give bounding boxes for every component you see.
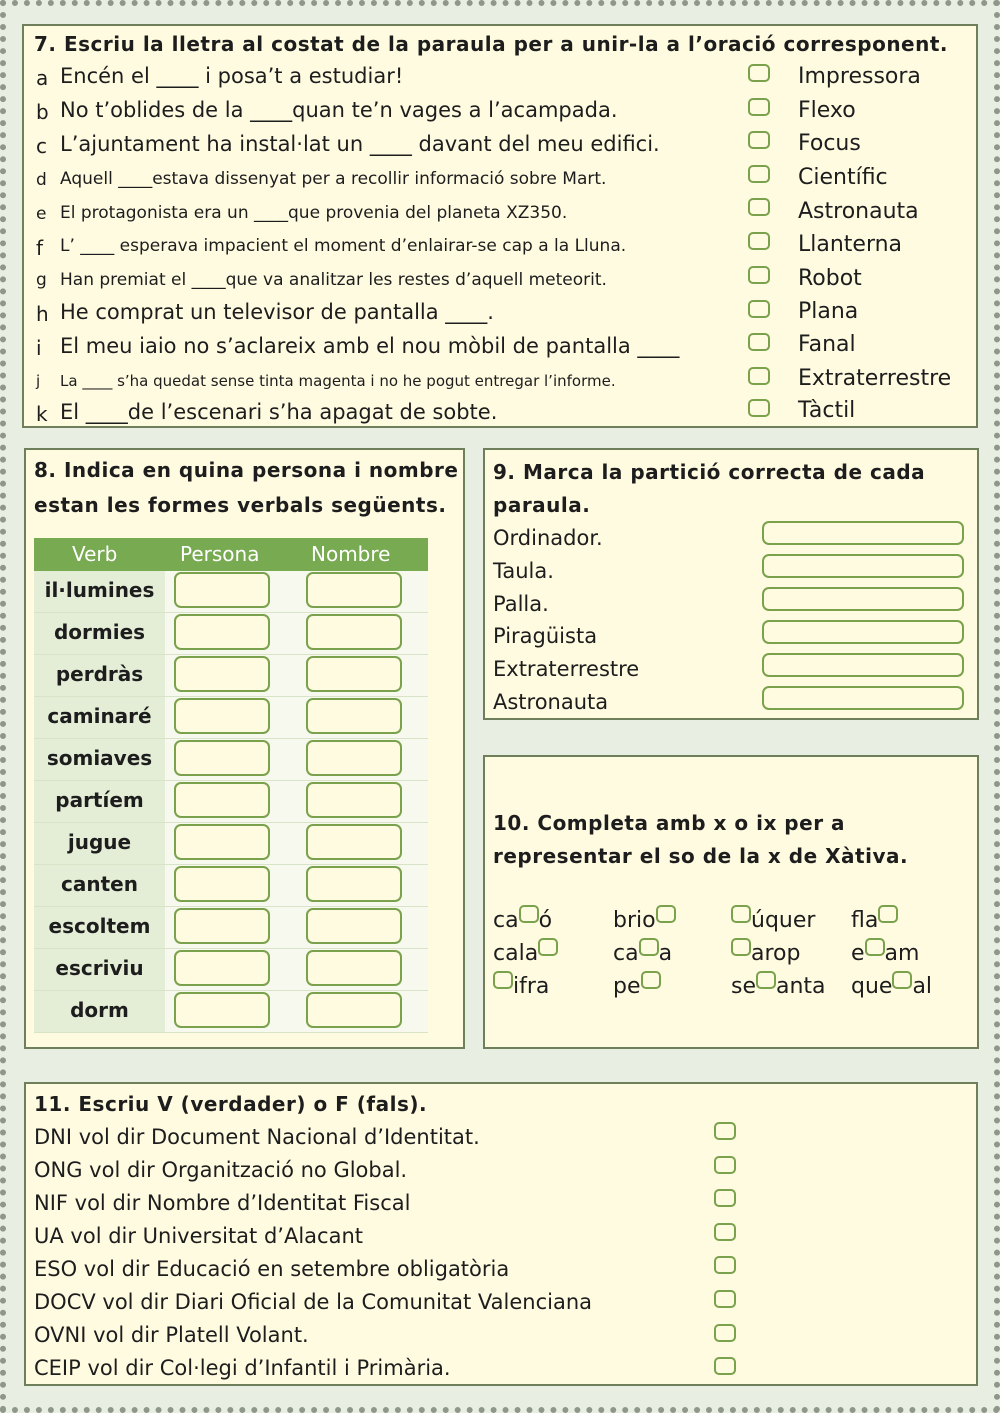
q7-letter: i — [36, 336, 42, 360]
persona-input[interactable] — [174, 572, 270, 608]
q7-answer-box[interactable] — [748, 367, 770, 385]
verb-cell: dormies — [34, 613, 165, 654]
q7-sentence: Encén el ____ i posa’t a estudiar! — [60, 64, 404, 88]
persona-input[interactable] — [174, 908, 270, 944]
table-row — [34, 907, 428, 949]
q7-option: Focus — [798, 131, 861, 156]
verb-table — [34, 538, 428, 1033]
table-row — [34, 823, 428, 865]
q7-answer-box[interactable] — [748, 165, 770, 183]
q7-answer-box[interactable] — [748, 266, 770, 284]
persona-input[interactable] — [174, 950, 270, 986]
q7-sentence: Han premiat el ____que va analitzar les restes d’aquell meteorit. — [60, 270, 607, 290]
q7-sentence: L’ajuntament ha instal·lat un ____ davant del meu edifici. — [60, 132, 660, 156]
q7-option: Tàctil — [798, 398, 856, 423]
verb-cell: jugue — [34, 823, 165, 864]
q11-answer-box[interactable] — [714, 1256, 736, 1274]
q10-title-line2: representar el so de la x de Xàtiva. — [493, 844, 909, 868]
q7-option: Fanal — [798, 332, 856, 357]
q7-letter: e — [36, 204, 47, 224]
x-blank-input[interactable] — [731, 938, 751, 956]
q9-panel — [483, 448, 979, 720]
q7-answer-box[interactable] — [748, 399, 770, 417]
q11-statement: DOCV vol dir Diari Oficial de la Comunitat Valenciana — [34, 1290, 593, 1314]
x-word: ifra — [493, 971, 549, 999]
table-row — [34, 991, 428, 1033]
persona-input[interactable] — [174, 866, 270, 902]
table-row — [34, 655, 428, 697]
q7-answer-box[interactable] — [748, 300, 770, 318]
nombre-input[interactable] — [306, 992, 402, 1028]
q7-letter: c — [36, 134, 47, 158]
q7-sentence: Aquell ____estava dissenyat per a recollir informació sobre Mart. — [60, 169, 607, 189]
q11-statement: ONG vol dir Organització no Global. — [34, 1158, 408, 1182]
q9-answer-input[interactable] — [762, 587, 964, 611]
x-blank-input[interactable] — [878, 905, 898, 923]
q7-answer-box[interactable] — [748, 232, 770, 250]
q11-statement: UA vol dir Universitat d’Alacant — [34, 1224, 363, 1248]
q7-letter: b — [36, 100, 49, 124]
q7-letter: d — [36, 170, 47, 190]
x-word: úquer — [731, 905, 815, 933]
table-row — [34, 613, 428, 655]
q7-option: Impressora — [798, 64, 921, 89]
q9-word: Ordinador. — [493, 526, 603, 550]
table-row — [34, 949, 428, 991]
q7-answer-box[interactable] — [748, 98, 770, 116]
q7-answer-box[interactable] — [748, 333, 770, 351]
nombre-input[interactable] — [306, 572, 402, 608]
persona-input[interactable] — [174, 698, 270, 734]
q7-answer-box[interactable] — [748, 198, 770, 216]
x-word: que al — [851, 971, 932, 999]
q11-answer-box[interactable] — [714, 1290, 736, 1308]
q7-letter: k — [36, 402, 48, 426]
table-row — [34, 697, 428, 739]
x-blank-input[interactable] — [639, 938, 659, 956]
persona-input[interactable] — [174, 992, 270, 1028]
table-row — [34, 571, 428, 613]
q9-word: Extraterrestre — [493, 657, 640, 681]
q11-answer-box[interactable] — [714, 1324, 736, 1342]
x-word: cala — [493, 938, 558, 966]
q7-letter: j — [36, 372, 41, 390]
verb-cell: il·lumines — [34, 571, 165, 612]
q8-title-line1: 8. Indica en quina persona i nombre — [34, 458, 459, 482]
nombre-input[interactable] — [306, 950, 402, 986]
persona-input[interactable] — [174, 740, 270, 776]
q9-answer-input[interactable] — [762, 554, 964, 578]
verb-cell: partíem — [34, 781, 165, 822]
q7-answer-box[interactable] — [748, 64, 770, 82]
x-word: brio — [613, 905, 676, 933]
verb-cell: somiaves — [34, 739, 165, 780]
nombre-input[interactable] — [306, 866, 402, 902]
q9-title-line2: paraula. — [493, 493, 591, 517]
x-blank-input[interactable] — [519, 905, 539, 923]
x-blank-input[interactable] — [756, 971, 776, 989]
x-word: fla — [851, 905, 898, 933]
q9-answer-input[interactable] — [762, 620, 964, 644]
header-persona: Persona — [180, 542, 260, 566]
x-blank-input[interactable] — [493, 971, 513, 989]
q7-panel — [22, 24, 978, 428]
q9-word: Astronauta — [493, 690, 609, 714]
q7-sentence: No t’oblides de la ____quan te’n vages a l’acampada. — [60, 98, 618, 122]
q9-answer-input[interactable] — [762, 653, 964, 677]
q7-sentence: El protagonista era un ____que provenia del planeta XZ350. — [60, 203, 568, 223]
q11-answer-box[interactable] — [714, 1223, 736, 1241]
q11-answer-box[interactable] — [714, 1189, 736, 1207]
verb-cell: escriviu — [34, 949, 165, 990]
nombre-input[interactable] — [306, 698, 402, 734]
x-blank-input[interactable] — [731, 905, 751, 923]
nombre-input[interactable] — [306, 614, 402, 650]
verb-cell: caminaré — [34, 697, 165, 738]
q11-answer-box[interactable] — [714, 1122, 736, 1140]
q7-sentence: El meu iaio no s’aclareix amb el nou mòbil de pantalla ____ — [60, 334, 680, 358]
q7-letter: h — [36, 302, 49, 326]
table-row — [34, 781, 428, 823]
q7-letter: a — [36, 66, 49, 90]
nombre-input[interactable] — [306, 824, 402, 860]
q7-option: Robot — [798, 266, 862, 291]
x-word: arop — [731, 938, 800, 966]
nombre-input[interactable] — [306, 908, 402, 944]
nombre-input[interactable] — [306, 740, 402, 776]
q9-answer-input[interactable] — [762, 686, 964, 710]
x-word: e am — [851, 938, 919, 966]
verb-table-header — [34, 538, 428, 571]
q11-answer-box[interactable] — [714, 1357, 736, 1375]
persona-input[interactable] — [174, 782, 270, 818]
header-verb: Verb — [72, 542, 118, 566]
q11-statement: OVNI vol dir Platell Volant. — [34, 1323, 309, 1347]
q7-option: Extraterrestre — [798, 366, 952, 391]
q7-option: Flexo — [798, 98, 856, 123]
nombre-input[interactable] — [306, 782, 402, 818]
q7-sentence: L’ ____ esperava impacient el moment d’enlairar-se cap a la Lluna. — [60, 236, 627, 256]
q7-option: Plana — [798, 299, 859, 324]
x-blank-input[interactable] — [892, 971, 912, 989]
verb-cell: escoltem — [34, 907, 165, 948]
q10-panel — [483, 755, 979, 1049]
q9-word: Taula. — [493, 559, 554, 583]
persona-input[interactable] — [174, 824, 270, 860]
q7-sentence: He comprat un televisor de pantalla ____. — [60, 300, 494, 324]
x-blank-input[interactable] — [865, 938, 885, 956]
q7-option: Astronauta — [798, 199, 919, 224]
q11-panel — [24, 1082, 978, 1386]
table-row — [34, 865, 428, 907]
persona-input[interactable] — [174, 656, 270, 692]
q10-title-line1: 10. Completa amb x o ix per a — [493, 811, 846, 835]
q8-title-line2: estan les formes verbals següents. — [34, 493, 447, 517]
x-word: ca ó — [493, 905, 552, 933]
q11-statement: ESO vol dir Educació en setembre obligatòria — [34, 1257, 510, 1281]
nombre-input[interactable] — [306, 656, 402, 692]
q11-statement: CEIP vol dir Col·legi d’Infantil i Primària. — [34, 1356, 451, 1380]
x-blank-input[interactable] — [656, 905, 676, 923]
q9-word: Piragüista — [493, 624, 598, 648]
persona-input[interactable] — [174, 614, 270, 650]
header-nombre: Nombre — [311, 542, 391, 566]
q7-answer-box[interactable] — [748, 131, 770, 149]
verb-cell: dorm — [34, 991, 165, 1032]
x-blank-input[interactable] — [641, 971, 661, 989]
q11-title: 11. Escriu V (verdader) o F (fals). — [34, 1092, 428, 1116]
x-blank-input[interactable] — [538, 938, 558, 956]
q7-option: Científic — [798, 165, 888, 190]
q7-title: 7. Escriu la lletra al costat de la paraula per a unir-la a l’oració corresponent. — [34, 32, 949, 56]
q9-answer-input[interactable] — [762, 521, 964, 545]
verb-cell: perdràs — [34, 655, 165, 696]
x-word: se anta — [731, 971, 826, 999]
x-word: ca a — [613, 938, 672, 966]
q7-letter: g — [36, 270, 47, 290]
q7-sentence: El ____de l’escenari s’ha apagat de sobte. — [60, 400, 498, 424]
x-word: pe — [613, 971, 661, 999]
q9-word: Palla. — [493, 592, 549, 616]
table-row — [34, 739, 428, 781]
q7-option: Llanterna — [798, 232, 903, 257]
q11-statement: DNI vol dir Document Nacional d’Identitat. — [34, 1125, 480, 1149]
q7-sentence: La ____ s’ha quedat sense tinta magenta i no he pogut entregar l’informe. — [60, 372, 616, 390]
q9-title-line1: 9. Marca la partició correcta de cada — [493, 460, 926, 484]
verb-cell: canten — [34, 865, 165, 906]
q11-answer-box[interactable] — [714, 1156, 736, 1174]
q11-statement: NIF vol dir Nombre d’Identitat Fiscal — [34, 1191, 411, 1215]
q7-letter: f — [36, 236, 44, 260]
